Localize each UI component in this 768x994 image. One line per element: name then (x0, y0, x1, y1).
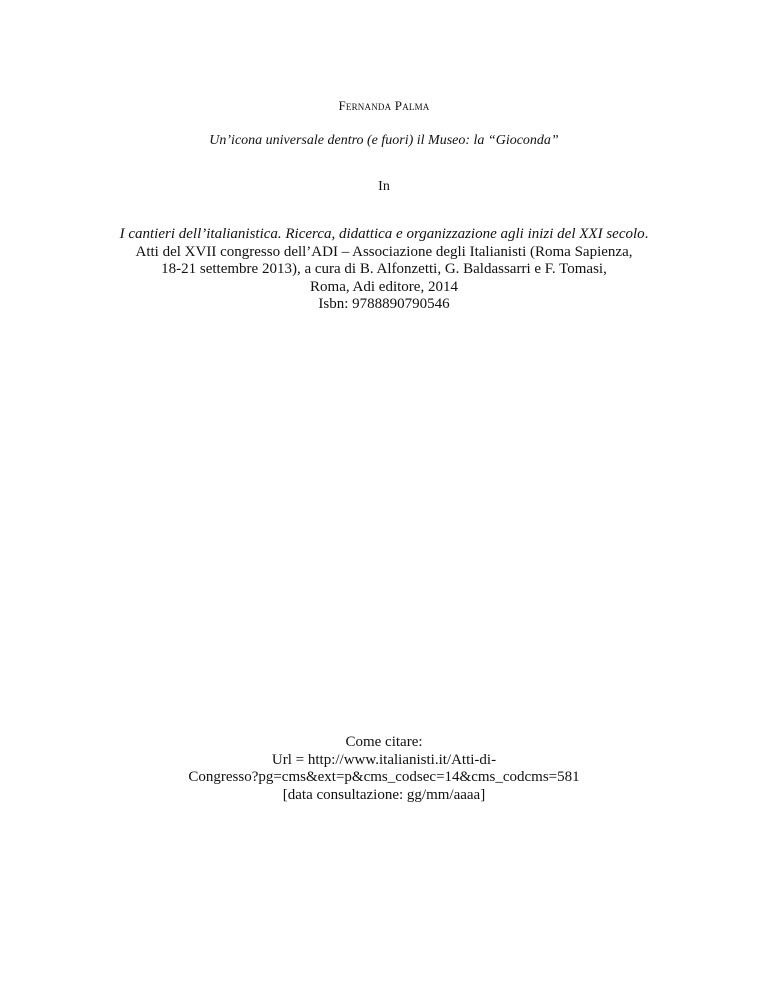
author-last-initial: P (394, 98, 403, 113)
citation-block (0, 226, 768, 314)
url-line-1: Url = http://www.italianisti.it/Atti-di- (271, 751, 497, 768)
book-title: I cantieri dell’italianistica. Ricerca, didattica e organizzazione agli inizi del XXI secolo (119, 226, 645, 242)
paper-title: Un’icona universale dentro (e fuori) il Museo: la “Gioconda” (209, 133, 559, 148)
citation-line-3: 18-21 settembre 2013), a cura di B. Alfonzetti, G. Baldassarri e F. Tomasi, (161, 261, 607, 277)
book-title-end: . (644, 226, 649, 242)
url-line-2: Congresso?pg=cms&ext=p&cms_codsec=14&cms_codcms=581 (188, 769, 580, 785)
citation-book-line (0, 226, 768, 244)
author-name (0, 98, 768, 114)
access-date: [data consultazione: gg/mm/aaaa] (282, 786, 486, 803)
how-to-cite-heading: Come citare: (345, 734, 423, 750)
citation-isbn: Isbn: 9788890790546 (318, 296, 450, 312)
how-to-cite-block (0, 734, 768, 804)
in-label: In (378, 179, 390, 194)
author-first-rest: ernanda (345, 98, 392, 113)
citation-line-2: Atti del XVII congresso dell’ADI – Associazione degli Italianisti (Roma Sapienza, (135, 243, 633, 260)
citation-line-4: Roma, Adi editore, 2014 (310, 278, 458, 295)
author-last-rest: alma (402, 98, 430, 113)
author-first-initial: F (338, 98, 346, 113)
